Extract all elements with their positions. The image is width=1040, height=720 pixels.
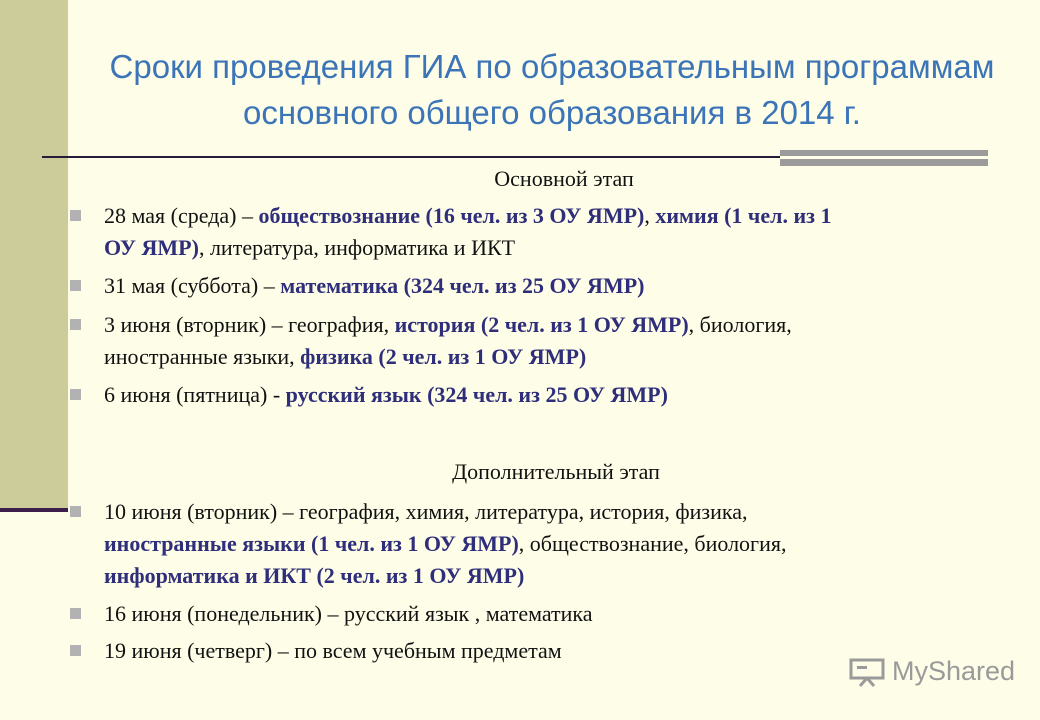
- item-text: 16 июня (понедельник) – русский язык , математика: [104, 601, 593, 626]
- item-text: 19 июня (четверг) – по всем учебным предметам: [104, 638, 562, 663]
- item-text: иностранные языки,: [104, 344, 301, 369]
- bullet-icon: [70, 389, 81, 400]
- item-text: 6 июня (пятница) -: [104, 382, 286, 407]
- item-highlight: иностранные языки (1 чел. из 1 ОУ ЯМР): [104, 531, 519, 556]
- presentation-board-icon: [848, 657, 886, 687]
- myshared-watermark: [848, 656, 1015, 687]
- extra-stage-heading: Дополнительный этап: [452, 459, 660, 484]
- bullet-icon: [70, 319, 81, 330]
- list-item-june6: [104, 379, 1004, 411]
- left-decor-rule: [0, 508, 68, 512]
- item-text: , обществознание, биология,: [518, 531, 787, 556]
- item-highlight: ОУ ЯМР): [104, 235, 199, 260]
- left-decor-bar: [0, 0, 68, 512]
- bullet-icon: [70, 210, 81, 221]
- item-text: 31 мая (суббота) –: [104, 273, 281, 298]
- item-text: , литература, информатика и ИКТ: [198, 235, 516, 260]
- item-highlight: математика (324 чел. из 25 ОУ ЯМР): [280, 273, 645, 298]
- item-highlight: физика (2 чел. из 1 ОУ ЯМР): [300, 344, 587, 369]
- item-highlight: обществознание (16 чел. из 3 ОУ ЯМР): [258, 203, 645, 228]
- list-item-june3: [104, 309, 1004, 373]
- title-divider-accent: [780, 150, 988, 166]
- item-text: ,: [644, 203, 656, 228]
- slide-title-line-1: Сроки проведения ГИА по образовательным программам: [109, 48, 995, 85]
- slide-title-line-2: основного общего образования в 2014 г.: [243, 94, 861, 131]
- item-text: , биология,: [688, 312, 792, 337]
- watermark-text: MyShared: [892, 656, 1016, 686]
- slide-title: [70, 44, 1034, 136]
- bullet-icon: [70, 608, 81, 619]
- item-highlight: русский язык (324 чел. из 25 ОУ ЯМР): [285, 382, 668, 407]
- item-text: 28 мая (среда) –: [104, 203, 259, 228]
- bullet-icon: [70, 280, 81, 291]
- item-highlight: история (2 чел. из 1 ОУ ЯМР): [394, 312, 689, 337]
- item-highlight: химия (1 чел. из 1: [655, 203, 832, 228]
- list-item-may28: [104, 200, 1004, 264]
- item-text: 3 июня (вторник) – география,: [104, 312, 395, 337]
- list-item-june16: [104, 598, 1004, 630]
- list-item-may31: [104, 270, 1004, 302]
- bullet-icon: [70, 645, 81, 656]
- item-highlight: информатика и ИКТ (2 чел. из 1 ОУ ЯМР): [104, 563, 525, 588]
- item-text: 10 июня (вторник) – география, химия, литература, история, физика,: [104, 499, 748, 524]
- list-item-june10: [104, 496, 1004, 592]
- bullet-icon: [70, 506, 81, 517]
- main-stage-heading: Основной этап: [494, 166, 634, 191]
